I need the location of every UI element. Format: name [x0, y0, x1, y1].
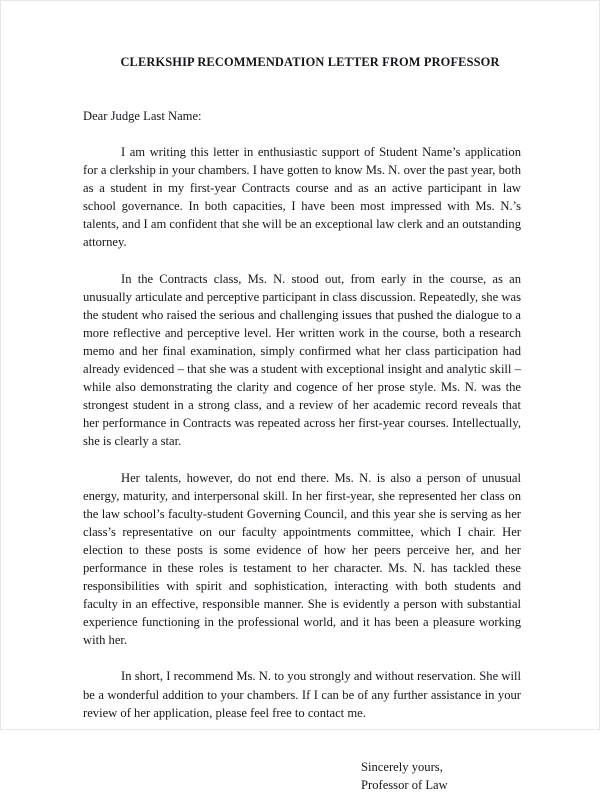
page-title: CLERKSHIP RECOMMENDATION LETTER FROM PROFESSOR: [120, 55, 500, 69]
signature-block: [361, 758, 521, 794]
letter-paragraph-4: In short, I recommend Ms. N. to you strongly and without reservation. She will be a wonderful addition to your chambers. If I can be of any further assistance in your review of her application, please feel free to contact me.: [83, 669, 521, 720]
letter-paragraph-2: In the Contracts class, Ms. N. stood out, from early in the course, as an unusually articulate and perceptive participant in class discussion. Repeatedly, she was the student who raised the serious and challenging issues that pushed the dialogue to a more reflective and perceptive level. Her written work in the course, both a research memo and her final examination, simply confirmed what her class participation had already evidenced – that she was a student with exceptional insight and analytic skill – while also demonstrating the clarity and cogence of her prose style. Ms. N. was the strongest student in a strong class, and a review of her academic record reveals that her performance in Contracts was repeated across her first-year courses. Intellectually, she is clearly a star.: [83, 271, 521, 449]
letter-paragraph-3: Her talents, however, do not end there. Ms. N. is also a person of unusual energy, maturity, and interpersonal skill. In her first-year, she represented her class on the law school’s faculty-student Governing Council, and this year she is serving as her class’s representative on our faculty appointments committee, which I chair. Her election to these posts is some evidence of how her peers perceive her, and her performance in these roles is testament to her character. Ms. N. has tackled these responsibilities with spirit and sophistication, interacting with both students and faculty in an effective, responsible manner. She is evidently a person with substantial experience functioning in the professional world, and it has been a pleasure working with her.: [83, 470, 521, 648]
salutation: Dear Judge Last Name:: [83, 109, 202, 123]
signer-title: Professor of Law: [361, 777, 448, 792]
letter-content: [83, 53, 521, 794]
letter-paragraph-1: I am writing this letter in enthusiastic support of Student Name’s application for a clerkship in your chambers. I have gotten to know Ms. N. over the past year, both as a student in my first-year Contracts course and as an active participant in law school governance. In both capacities, I have been most impressed with Ms. N.’s talents, and I am confident that she will be an exceptional law clerk and an outstanding attorney.: [83, 145, 521, 250]
valediction: Sincerely yours,: [361, 759, 443, 774]
